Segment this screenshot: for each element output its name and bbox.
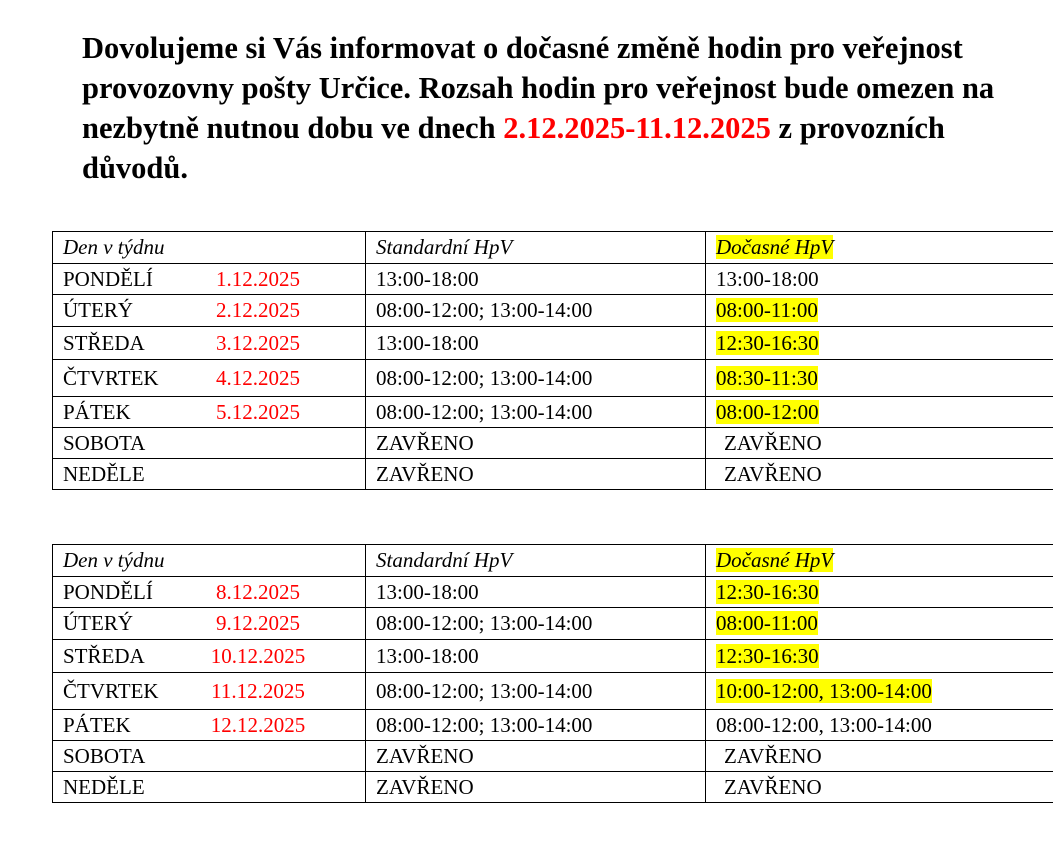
- day-date: 10.12.2025: [210, 643, 306, 668]
- day-date: 4.12.2025: [216, 365, 300, 390]
- temporary-hours: 13:00-18:00: [716, 266, 819, 291]
- temporary-hours-cell: ZAVŘENO: [706, 428, 1053, 459]
- table-row: [53, 459, 1053, 490]
- table-row: [53, 360, 1053, 397]
- day-cell: [53, 327, 366, 360]
- table-row: [53, 640, 1053, 673]
- table-row: [53, 577, 1053, 608]
- temporary-hours-cell: [706, 360, 1053, 397]
- standard-hours-cell: ZAVŘENO: [366, 741, 706, 772]
- temporary-hours-cell: [706, 673, 1053, 710]
- day-date: 3.12.2025: [216, 330, 300, 355]
- day-date: 8.12.2025: [216, 579, 300, 604]
- standard-hours-cell: 08:00-12:00; 13:00-14:00: [366, 360, 706, 397]
- day-date: 11.12.2025: [211, 678, 305, 703]
- notice-text-before: Dovolujeme si Vás informovat o dočasné změně hodin pro veřejnost provozovny pošty Určice. Rozsah hodin pro veřejnost bude omezen na nezbytně nutnou dobu ve dnech: [82, 31, 995, 145]
- standard-hours-cell: 08:00-12:00; 13:00-14:00: [366, 397, 706, 428]
- table-row: [53, 327, 1053, 360]
- day-cell: [53, 295, 366, 327]
- day-cell: [53, 640, 366, 673]
- table-row: [53, 608, 1053, 640]
- day-date: 2.12.2025: [216, 298, 300, 322]
- day-name: NEDĚLE: [63, 461, 145, 486]
- day-name: ČTVRTEK: [63, 678, 159, 703]
- standard-hours-cell: 13:00-18:00: [366, 327, 706, 360]
- day-name: ÚTERÝ: [63, 611, 133, 635]
- hours-table-week-1: [52, 231, 1053, 490]
- temporary-hours: 08:00-11:00: [716, 611, 818, 635]
- temporary-hours-cell: [706, 397, 1053, 428]
- header-standard: Standardní HpV: [366, 545, 706, 577]
- temporary-hours-cell: [706, 710, 1053, 741]
- header-day: Den v týdnu: [53, 545, 366, 577]
- table-row: [53, 397, 1053, 428]
- standard-hours-cell: 08:00-12:00; 13:00-14:00: [366, 608, 706, 640]
- day-cell: [53, 428, 366, 459]
- notice-date-range: 2.12.2025-11.12.2025: [503, 111, 771, 145]
- day-name: ČTVRTEK: [63, 365, 159, 390]
- table-row: [53, 772, 1053, 803]
- temporary-hours: 08:30-11:30: [716, 365, 818, 390]
- table-header-row: [53, 232, 1053, 264]
- standard-hours-cell: 13:00-18:00: [366, 264, 706, 295]
- standard-hours-cell: 13:00-18:00: [366, 577, 706, 608]
- header-temporary: [706, 545, 1053, 577]
- day-name: SOBOTA: [63, 743, 146, 768]
- day-cell: [53, 608, 366, 640]
- header-temporary-label: Dočasné HpV: [716, 548, 834, 572]
- temporary-hours: 10:00-12:00, 13:00-14:00: [716, 678, 932, 703]
- day-cell: [53, 673, 366, 710]
- header-standard: Standardní HpV: [366, 232, 706, 264]
- day-cell: [53, 360, 366, 397]
- header-day: Den v týdnu: [53, 232, 366, 264]
- standard-hours-cell: ZAVŘENO: [366, 459, 706, 490]
- day-name: ÚTERÝ: [63, 298, 133, 322]
- day-cell: [53, 710, 366, 741]
- day-date: 12.12.2025: [210, 712, 306, 737]
- temporary-hours: 08:00-11:00: [716, 298, 818, 322]
- temporary-hours: 12:30-16:30: [716, 330, 819, 355]
- header-temporary: [706, 232, 1053, 264]
- day-name: SOBOTA: [63, 430, 146, 455]
- temporary-hours-cell: [706, 264, 1053, 295]
- day-name: STŘEDA: [63, 330, 145, 355]
- standard-hours-cell: 13:00-18:00: [366, 640, 706, 673]
- temporary-hours-cell: [706, 640, 1053, 673]
- table-header-row: [53, 545, 1053, 577]
- temporary-hours: 08:00-12:00: [716, 399, 819, 424]
- day-name: PÁTEK: [63, 399, 131, 424]
- day-cell: [53, 459, 366, 490]
- standard-hours-cell: 08:00-12:00; 13:00-14:00: [366, 673, 706, 710]
- temporary-hours-cell: ZAVŘENO: [706, 459, 1053, 490]
- temporary-hours-cell: [706, 295, 1053, 327]
- table-row: [53, 673, 1053, 710]
- day-name: NEDĚLE: [63, 774, 145, 799]
- day-cell: [53, 264, 366, 295]
- table-row: [53, 264, 1053, 295]
- table-row: [53, 710, 1053, 741]
- temporary-hours-cell: ZAVŘENO: [706, 772, 1053, 803]
- standard-hours-cell: 08:00-12:00; 13:00-14:00: [366, 295, 706, 327]
- notice-text: [82, 28, 1042, 188]
- table-row: [53, 741, 1053, 772]
- day-cell: [53, 577, 366, 608]
- temporary-hours-cell: ZAVŘENO: [706, 741, 1053, 772]
- day-name: PONDĚLÍ: [63, 579, 153, 604]
- day-cell: [53, 397, 366, 428]
- temporary-hours-cell: [706, 577, 1053, 608]
- standard-hours-cell: ZAVŘENO: [366, 772, 706, 803]
- day-name: STŘEDA: [63, 643, 145, 668]
- day-cell: [53, 741, 366, 772]
- day-name: PONDĚLÍ: [63, 266, 153, 291]
- notice-text-after: z provozních důvodů.: [82, 111, 945, 185]
- temporary-hours: 12:30-16:30: [716, 579, 819, 604]
- table-row: [53, 428, 1053, 459]
- temporary-hours: 12:30-16:30: [716, 643, 819, 668]
- day-cell: [53, 772, 366, 803]
- day-name: PÁTEK: [63, 712, 131, 737]
- temporary-hours: 08:00-12:00, 13:00-14:00: [716, 712, 932, 737]
- standard-hours-cell: 08:00-12:00; 13:00-14:00: [366, 710, 706, 741]
- standard-hours-cell: ZAVŘENO: [366, 428, 706, 459]
- temporary-hours-cell: [706, 608, 1053, 640]
- day-date: 1.12.2025: [216, 266, 300, 291]
- day-date: 5.12.2025: [216, 399, 300, 424]
- temporary-hours-cell: [706, 327, 1053, 360]
- table-row: [53, 295, 1053, 327]
- day-date: 9.12.2025: [216, 611, 300, 635]
- hours-table-week-2: [52, 544, 1053, 803]
- header-temporary-label: Dočasné HpV: [716, 235, 834, 259]
